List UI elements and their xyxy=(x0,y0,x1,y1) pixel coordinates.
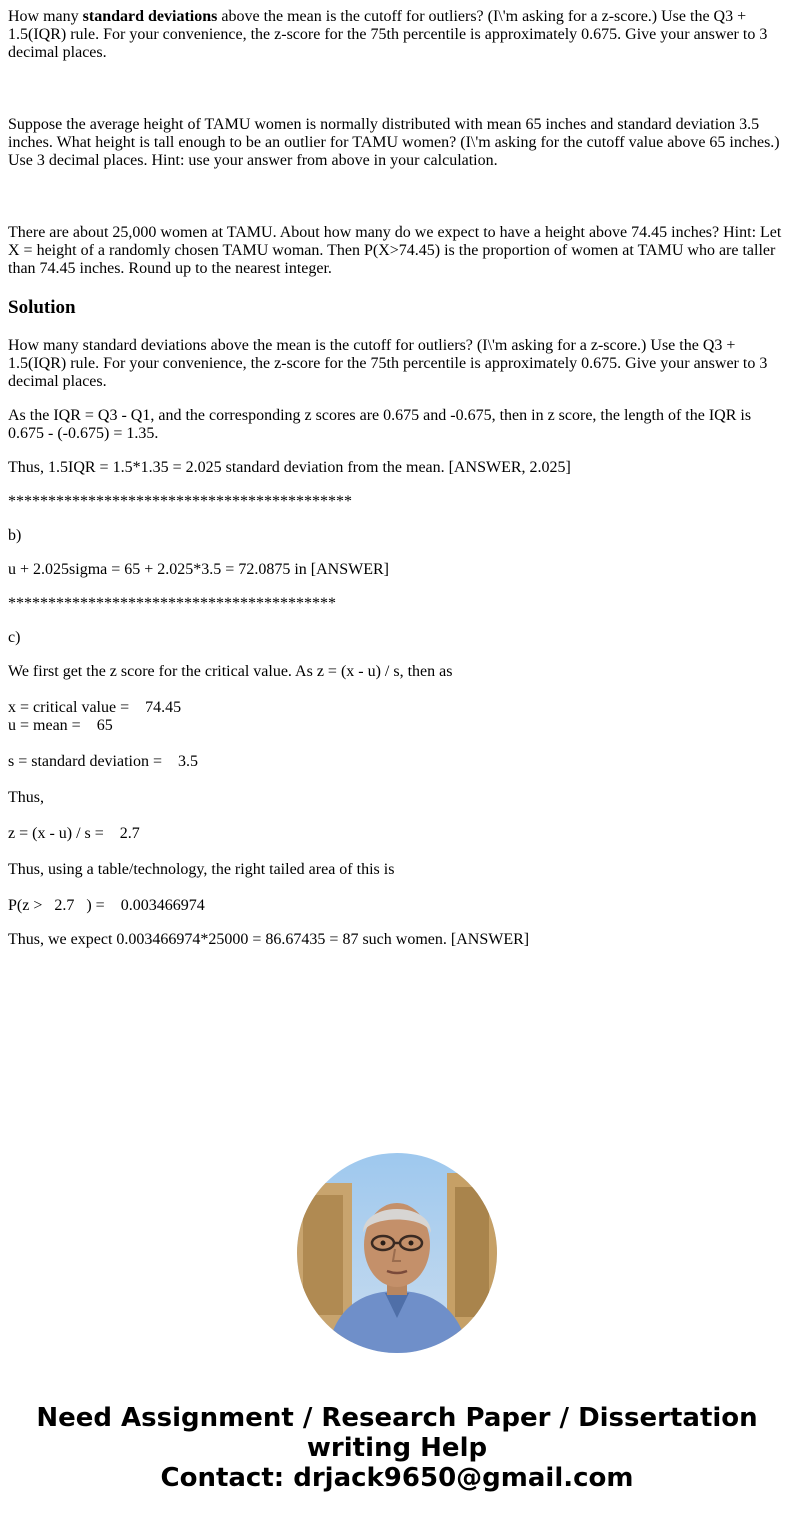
solution-b-answer: u + 2.025sigma = 65 + 2.025*3.5 = 72.0875 in [ANSWER] xyxy=(8,561,389,578)
table-technology-line: Thus, using a table/technology, the right tailed area of this is xyxy=(8,861,395,878)
question-a-bold: standard deviations xyxy=(82,8,218,25)
x-value-line: x = critical value = 74.45 xyxy=(8,699,182,716)
author-photo xyxy=(297,1153,497,1353)
question-b: Suppose the average height of TAMU women is normally distributed with mean 65 inches and standard deviation 3.5 inches. What height is tall enough to be an outlier for TAMU women? (I\'m asking for the cutoff value above 65 inches.) Use 3 decimal places. Hint: use your answer from above in your calculation. xyxy=(8,116,780,169)
person-photo-icon xyxy=(297,1153,497,1353)
probability-line: P(z > 2.7 ) = 0.003466974 xyxy=(8,897,205,914)
solution-a-answer: Thus, 1.5IQR = 1.5*1.35 = 2.025 standard deviation from the mean. [ANSWER, 2.025] xyxy=(8,459,571,476)
z-score-line: z = (x - u) / s = 2.7 xyxy=(8,825,140,842)
question-a-suffix: above the mean is the cutoff for outliers? (I\'m asking for a z-score.) Use the Q3 + 1.5(IQR) rule. For your convenience, the z-score for the 75th percentile is approximately 0.675. Give your answer to 3 decimal places. xyxy=(8,8,768,61)
question-c: There are about 25,000 women at TAMU. About how many do we expect to have a height above 74.45 inches? Hint: Let X = height of a randomly chosen TAMU woman. Then P(X>74.45) is the proportion of women at TAMU who are taller than 74.45 inches. Round up to the nearest integer. xyxy=(8,224,782,277)
footer-line-1: Need Assignment / Research Paper / Dissertation xyxy=(36,1403,758,1433)
part-b-label: b) xyxy=(8,527,22,544)
final-answer-line: Thus, we expect 0.003466974*25000 = 86.67435 = 87 such women. [ANSWER] xyxy=(8,931,530,948)
separator: ***************************************** xyxy=(8,595,336,612)
separator: ******************************************* xyxy=(8,493,352,510)
thus-line: Thus, xyxy=(8,789,44,806)
promo-footer xyxy=(0,1403,794,1493)
s-value-line: s = standard deviation = 3.5 xyxy=(8,753,199,770)
solution-heading: Solution xyxy=(8,297,76,318)
footer-line-2: writing Help xyxy=(306,1433,488,1463)
solution-restated-question: How many standard deviations above the mean is the cutoff for outliers? (I\'m asking for a z-score.) Use the Q3 + 1.5(IQR) rule. For your convenience, the z-score for the 75th percentile is approximately 0.675. Give your answer to 3 decimal places. xyxy=(8,337,768,390)
footer-contact-line: Contact: drjack9650@gmail.com xyxy=(160,1463,634,1493)
u-value-line: u = mean = 65 xyxy=(8,717,113,734)
solution-iqr-explanation: As the IQR = Q3 - Q1, and the corresponding z scores are 0.675 and -0.675, then in z score, the length of the IQR is 0.675 - (-0.675) = 1.35. xyxy=(8,407,752,442)
part-c-label: c) xyxy=(8,629,21,646)
question-a xyxy=(8,8,786,62)
solution-c-intro: We first get the z score for the critical value. As z = (x - u) / s, then as xyxy=(8,663,453,680)
question-a-prefix: How many xyxy=(8,8,83,25)
